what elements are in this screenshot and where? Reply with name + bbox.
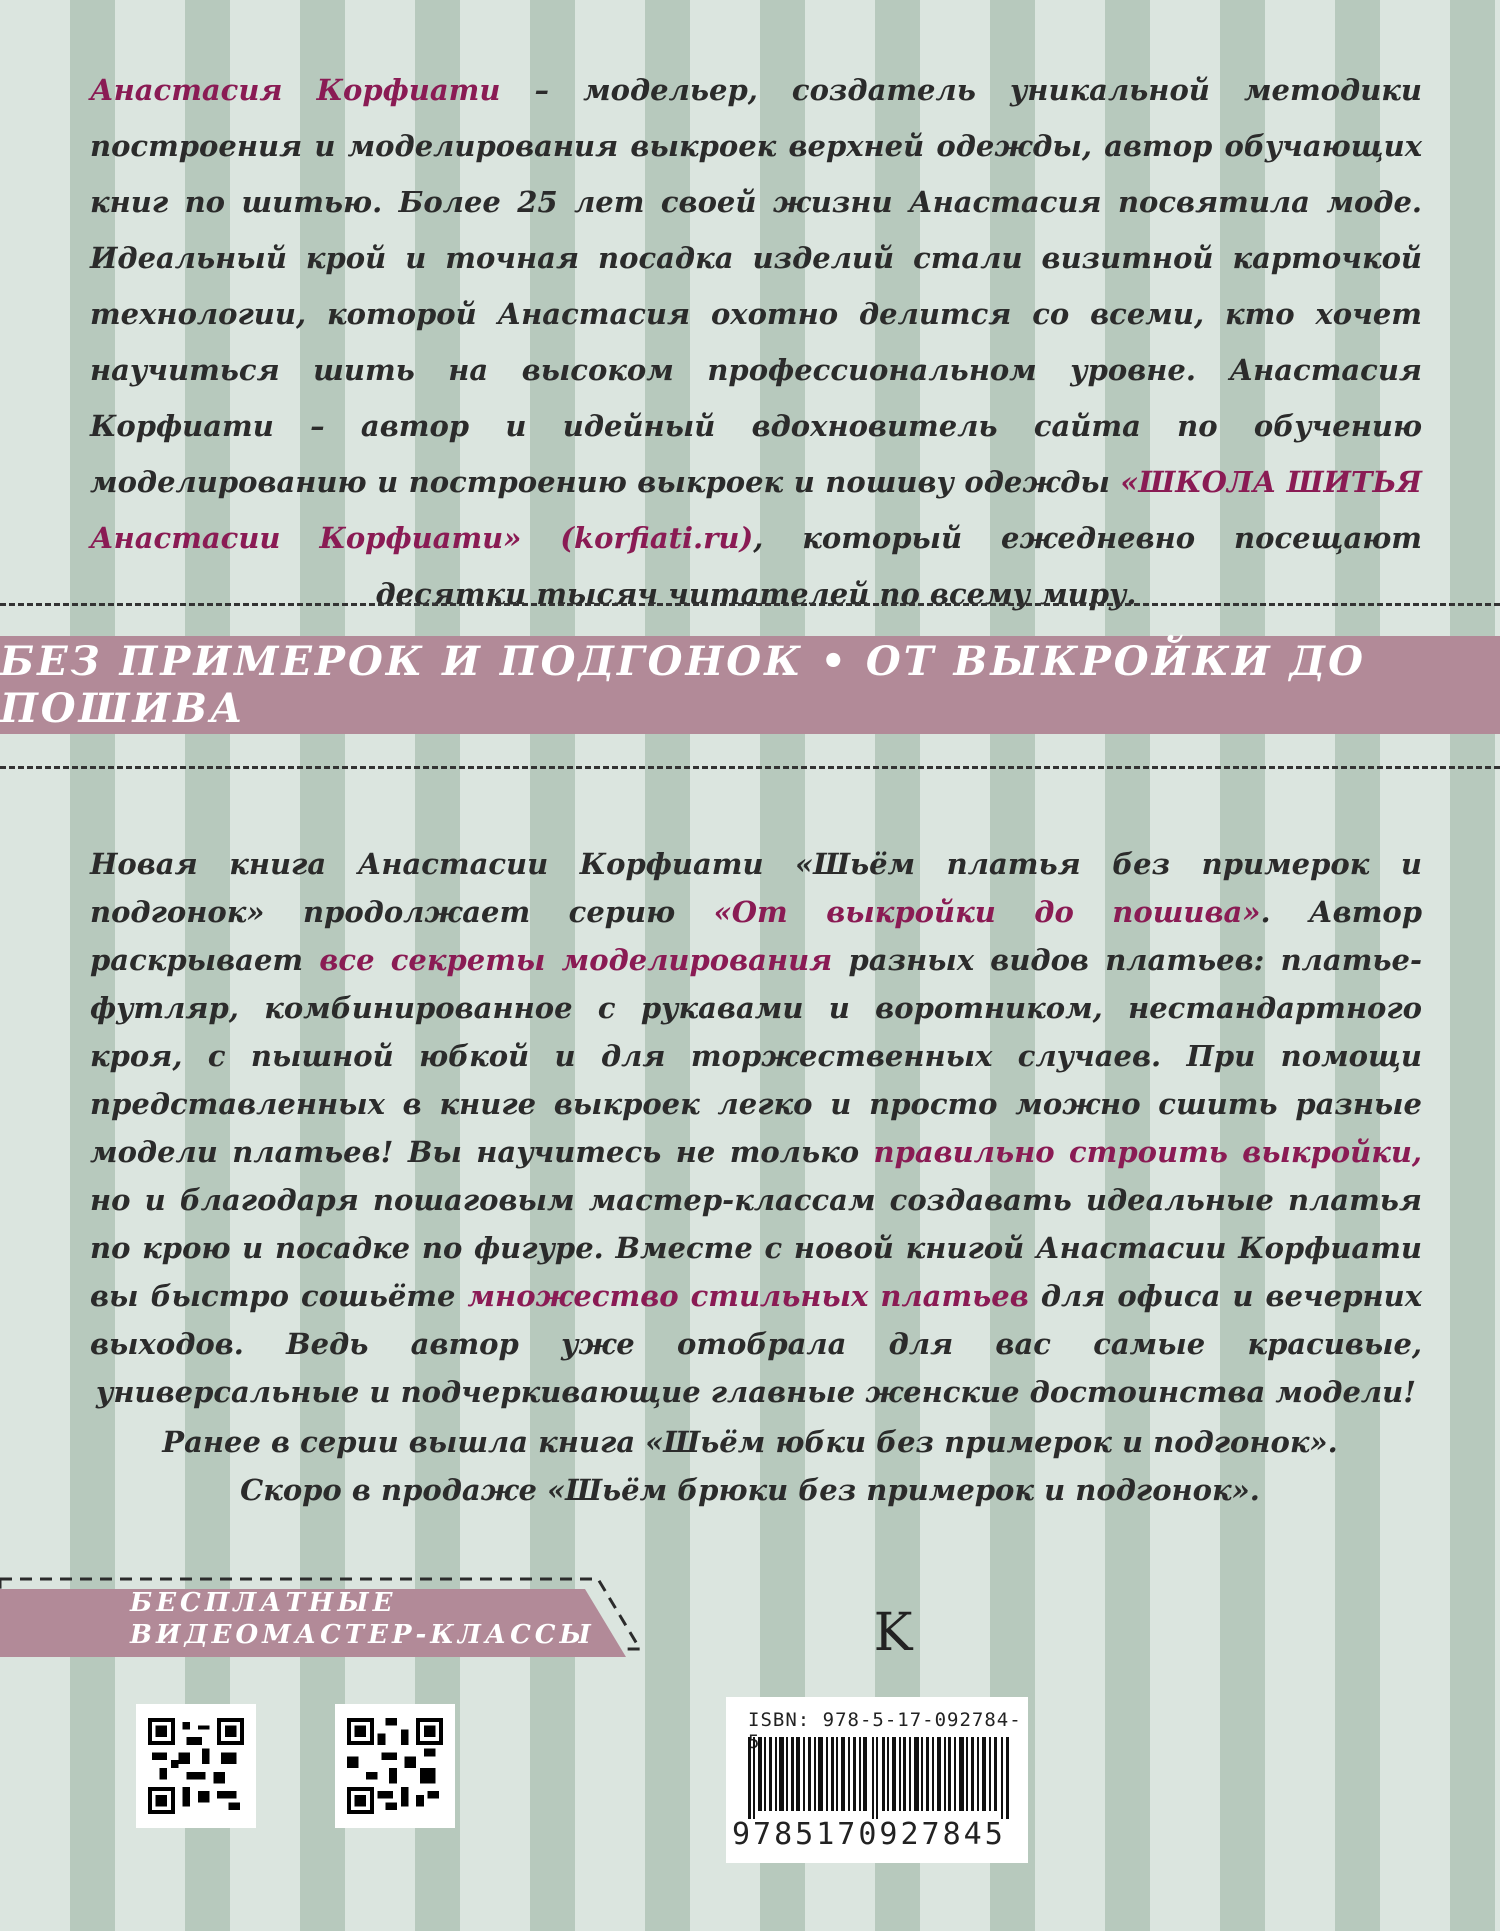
author-name: Анастасия Корфиати	[90, 73, 501, 107]
desc-highlight-series: «От выкройки до пошива»	[713, 895, 1261, 929]
series-banner	[0, 636, 1500, 734]
desc-text-5: для офиса и вечерних выходов. Ведь автор уже отобрала для вас самые красивые, универсальные и подчеркивающие главные женские достоинства модели!	[90, 1279, 1422, 1409]
barcode-icon	[748, 1737, 1010, 1819]
tab-label-line-1: БЕСПЛАТНЫЕ	[130, 1588, 397, 1618]
tab-label	[130, 1587, 595, 1651]
qr-code-icon	[347, 1718, 443, 1814]
video-masterclass-tab	[0, 1573, 640, 1665]
banner-text: БЕЗ ПРИМЕРОК И ПОДГОНОК • ОТ ВЫКРОЙКИ ДО ПОШИВА	[0, 638, 1366, 732]
qr-code-1[interactable]	[136, 1704, 256, 1828]
isbn-barcode	[726, 1697, 1028, 1863]
desc-highlight-dresses: множество стильных платьев	[467, 1279, 1029, 1313]
bio-text-1: – модельер, создатель уникальной методики построения и моделирования выкроек верхней одежды, автор обучающих книг по шитью. Более 25 лет своей жизни Анастасия посвятила моде. Идеальный крой и точная посадка изделий стали визитной карточкой технологии, которой Анастасия охотно делится со всеми, кто хочет научиться шить на высоком профессиональном уровне. Анастасия Корфиати – автор и идейный вдохновитель сайта по обучению моделированию и построению выкроек и пошиву одежды	[90, 73, 1422, 499]
author-bio	[90, 62, 1422, 622]
qr-code-icon	[148, 1718, 244, 1814]
desc-text-2: . Автор раскрывает	[90, 895, 1422, 977]
desc-text-3: разных видов платьев: платье-футляр, комбинированное с рукавами и воротником, нестандартного кроя, с пышной юбкой и для торжественных случаев. При помощи представленных в книге выкроек легко и просто можно сшить разные модели платьев! Вы научитесь не только	[90, 943, 1422, 1169]
tab-label-line-2: ВИДЕОМАСТЕР-КЛАССЫ	[130, 1620, 595, 1650]
series-note	[0, 1418, 1500, 1514]
dashed-divider-top	[0, 603, 1500, 606]
desc-highlight-secrets: все секреты моделирования	[319, 943, 833, 977]
desc-text-1: Новая книга Анастасии Корфиати «Шьём платья без примерок и подгонок» продолжает серию	[90, 847, 1422, 929]
book-description	[90, 840, 1422, 1416]
dashed-divider-bottom	[0, 766, 1500, 769]
school-link[interactable]: «ШКОЛА ШИТЬЯ Анастасии Корфиати» (korfiati.ru)	[90, 465, 1422, 555]
qr-code-2[interactable]	[335, 1704, 455, 1828]
desc-text-4: но и благодаря пошаговым мастер-классам создавать идеальные платья по крою и посадке по фигуре. Вместе с новой книгой Анастасии Корфиати вы быстро сошьёте	[90, 1183, 1422, 1313]
isbn-label: ISBN: 978-5-17-092784-5	[748, 1709, 1022, 1753]
series-line-1: Ранее в серии вышла книга «Шьём юбки без примерок и подгонок».	[162, 1425, 1338, 1459]
desc-highlight-patterns: правильно строить выкройки,	[873, 1135, 1422, 1169]
bio-text-2: , который ежедневно посещают десятки тысяч читателей по всему миру.	[375, 521, 1422, 611]
series-line-2: Скоро в продаже «Шьём брюки без примерок и подгонок».	[240, 1473, 1260, 1507]
ean-number: 9785170927845	[732, 1817, 1006, 1852]
publisher-logo: K	[873, 1603, 913, 1663]
